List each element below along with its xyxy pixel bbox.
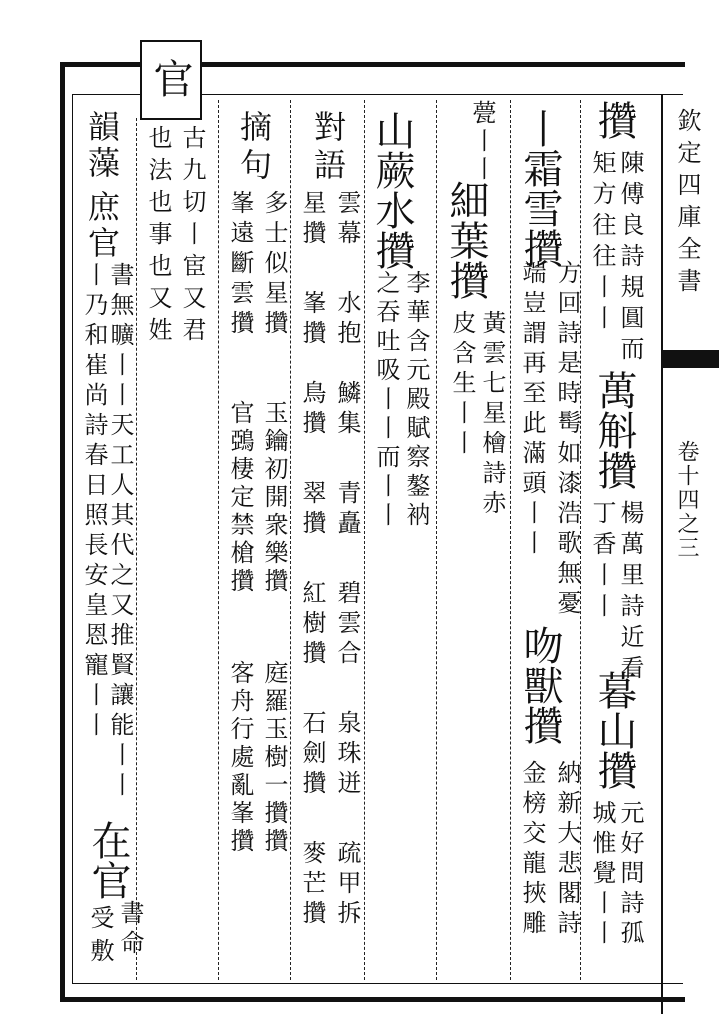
section-head: 對語 <box>309 110 347 186</box>
pair-word: 翠攢 <box>298 480 326 540</box>
entry-text: 城惟覺丨丨 <box>588 800 616 950</box>
phrase: 官鵶棲定禁槍攢 <box>226 400 254 596</box>
pair-word: 碧雲合 <box>333 580 361 670</box>
pair-word: 鱗集 <box>333 380 361 440</box>
entry-head: 在官 <box>85 820 131 900</box>
column-rule <box>218 100 219 980</box>
entry-text: 楊萬里詩近看 <box>616 500 644 686</box>
pair-word: 疏甲拆 <box>333 840 361 930</box>
entry-text: 受 <box>86 905 114 935</box>
section-head: 韻藻 <box>83 110 121 182</box>
entry-text: 金榜交龍挾雕 <box>518 760 546 940</box>
pair-word: 峯攢 <box>298 290 326 350</box>
entry-text: 黃雲七星檜詩赤 <box>478 310 506 520</box>
entry-text: 丁香丨丨 <box>588 500 616 624</box>
entry-head: 吻獸攢 <box>517 625 563 745</box>
definition: 古九切丨宦又君 <box>178 125 206 349</box>
book-title: 欽定四庫全書 <box>673 108 701 300</box>
entry-pre: 甍丨丨 <box>468 100 496 184</box>
phrase: 峯遠斷雲攢 <box>226 190 254 340</box>
phrase: 玉鑰初開衆樂攢 <box>260 400 288 596</box>
entry-text: 丨乃和崔尚詩春日照長安皇恩寵丨丨 <box>80 262 108 742</box>
pair-word: 石劍攢 <box>298 710 326 800</box>
entry-head: 暮山攢 <box>591 670 637 790</box>
entry-head: 萬斛攢 <box>591 370 637 490</box>
entry-text: 敷 <box>86 938 114 968</box>
volume-label: 卷十四之三 <box>674 440 699 560</box>
entry-text: 皮含生丨丨 <box>448 310 476 460</box>
entry-text: 書無曠丨丨天工人其代之又推賢讓能丨丨 <box>106 262 134 802</box>
margin-rule <box>661 94 663 1014</box>
pair-word: 星攢 <box>298 190 326 250</box>
entry-head: 細葉攢 <box>443 180 489 300</box>
entry-text: 方回詩是時髩如漆浩歌無憂 <box>553 260 581 620</box>
definition: 也法也事也又姓 <box>144 125 172 349</box>
pair-word: 鳥攢 <box>298 380 326 440</box>
phrase: 客舟行處亂峯攢 <box>226 660 254 856</box>
entry-head: 庶官 <box>83 190 121 262</box>
column-rule <box>290 100 291 980</box>
column-rule <box>364 100 365 980</box>
pair-word: 雲幕 <box>333 190 361 250</box>
entry-head: 山蕨水攢 <box>369 110 415 270</box>
fishtail-mark <box>663 350 719 368</box>
column-rule <box>510 100 511 980</box>
entry-text: 陳傅良詩規圓而 <box>616 150 644 367</box>
column-rule <box>136 118 137 980</box>
entry-text: 端豈謂再至此滿頭丨丨 <box>518 260 546 560</box>
entry-text: 元好問詩孤 <box>616 800 644 950</box>
entry-text: 納新大悲閣詩 <box>553 760 581 940</box>
pair-word: 青矗 <box>333 480 361 540</box>
pair-word: 泉珠迸 <box>333 710 361 800</box>
entry-head: 攢 <box>591 100 637 140</box>
entry-text: 之吞吐吸丨丨而丨丨 <box>372 270 400 531</box>
entry-text: 矩方往往丨丨 <box>588 150 616 336</box>
pair-word: 麥芒攢 <box>298 840 326 930</box>
phrase: 多士似星攢 <box>260 190 288 340</box>
entry-head: 丨霜雪攢 <box>517 108 563 268</box>
rhyme-tab: 官 <box>147 58 193 98</box>
column-rule <box>436 100 437 980</box>
entry-text: 李華含元殿賦察鏊衲 <box>402 270 430 531</box>
entry-text: 書命 <box>116 900 144 960</box>
pair-word: 紅樹攢 <box>298 580 326 670</box>
section-head: 摘句 <box>235 110 273 186</box>
pair-word: 水抱 <box>333 290 361 350</box>
phrase: 庭羅玉樹一攢攢 <box>260 660 288 856</box>
